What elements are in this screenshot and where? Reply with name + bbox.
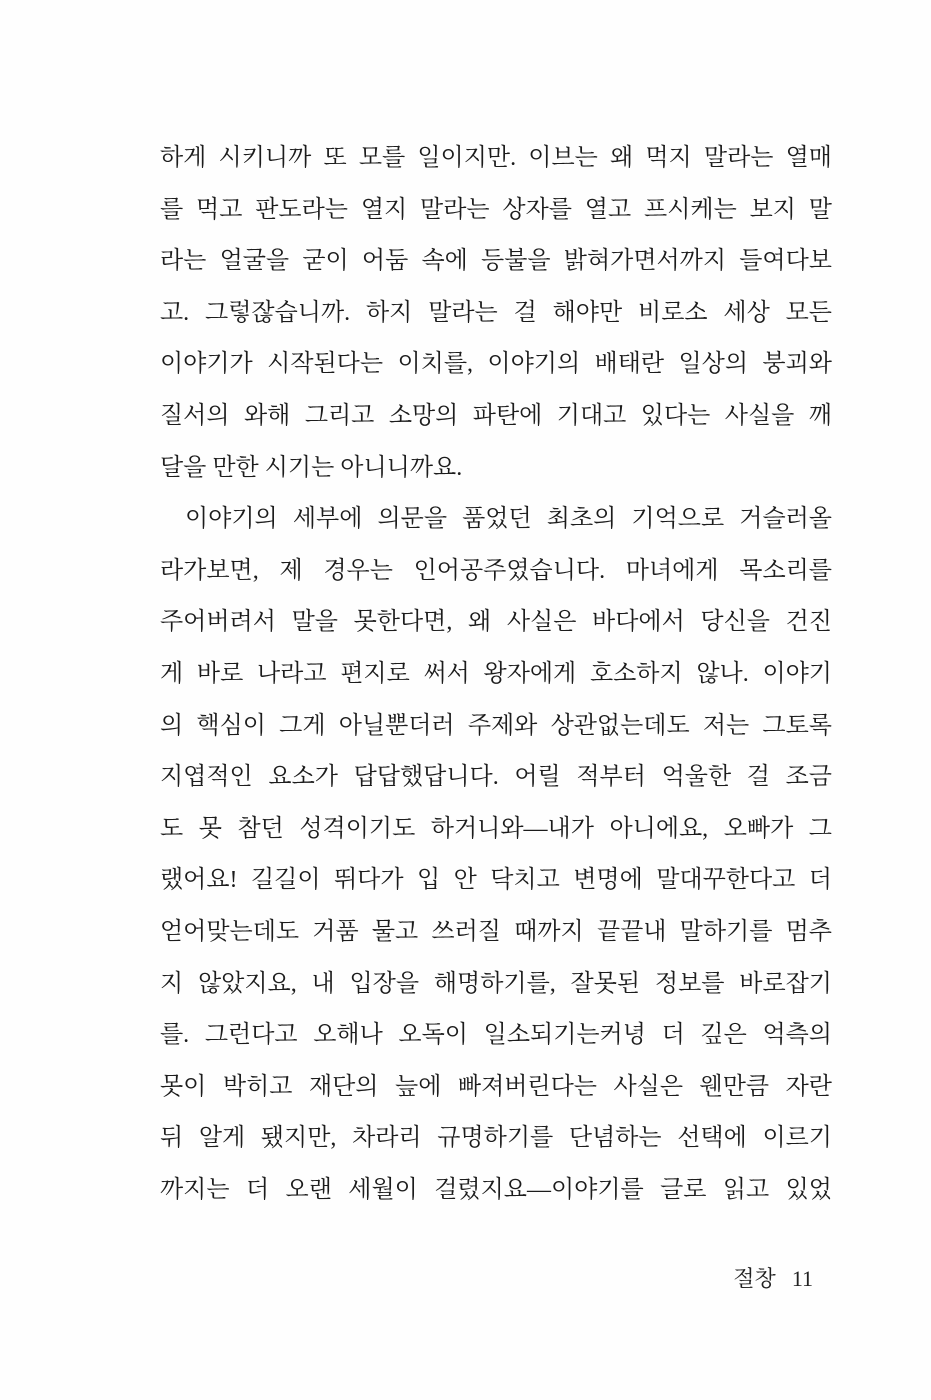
page-number: 11 bbox=[791, 1266, 813, 1291]
text-line: 얻어맞는데도 거품 물고 쓰러질 때까지 끝끝내 말하기를 멈추 bbox=[160, 918, 832, 945]
text-line: 달을 만한 시기는 아니니까요. bbox=[160, 454, 463, 481]
text-line: 게 바로 나라고 편지로 써서 왕자에게 호소하지 않나. 이야기 bbox=[160, 660, 832, 687]
text-line: 라가보면, 제 경우는 인어공주였습니다. 마녀에게 목소리를 bbox=[160, 557, 832, 584]
text-line: 의 핵심이 그게 아닐뿐더러 주제와 상관없는데도 저는 그토록 bbox=[160, 712, 832, 739]
text-line: 지엽적인 요소가 답답했답니다. 어릴 적부터 억울한 걸 조금 bbox=[160, 764, 832, 791]
text-line: 이야기가 시작된다는 이치를, 이야기의 배태란 일상의 붕괴와 bbox=[160, 351, 832, 378]
body-text bbox=[160, 133, 832, 1216]
text-line: 질서의 와해 그리고 소망의 파탄에 기대고 있다는 사실을 깨 bbox=[160, 402, 832, 429]
text-line: 지 않았지요, 내 입장을 해명하기를, 잘못된 정보를 바로잡기 bbox=[160, 970, 832, 997]
text-line: 를. 그런다고 오해나 오독이 일소되기는커녕 더 깊은 억측의 bbox=[160, 1022, 832, 1049]
book-title: 절창 bbox=[733, 1266, 776, 1291]
text-line: 도 못 참던 성격이기도 하거니와―내가 아니에요, 오빠가 그 bbox=[160, 815, 832, 842]
text-line: 뒤 알게 됐지만, 차라리 규명하기를 단념하는 선택에 이르기 bbox=[160, 1125, 832, 1152]
text-line: 랬어요! 길길이 뛰다가 입 안 닥치고 변명에 말대꾸한다고 더 bbox=[160, 867, 832, 894]
text-line: 라는 얼굴을 굳이 어둠 속에 등불을 밝혀가면서까지 들여다보 bbox=[160, 248, 832, 275]
page-footer bbox=[160, 1262, 813, 1296]
text-line: 를 먹고 판도라는 열지 말라는 상자를 열고 프시케는 보지 말 bbox=[160, 196, 832, 223]
text-line: 못이 박히고 재단의 늪에 빠져버린다는 사실은 웬만큼 자란 bbox=[160, 1073, 832, 1100]
text-line: 까지는 더 오랜 세월이 걸렸지요―이야기를 글로 읽고 있었 bbox=[160, 1176, 832, 1203]
text-line: 하게 시키니까 또 모를 일이지만. 이브는 왜 먹지 말라는 열매 bbox=[160, 145, 832, 171]
text-line: 주어버려서 말을 못한다면, 왜 사실은 바다에서 당신을 건진 bbox=[160, 609, 832, 636]
text-line: 고. 그렇잖습니까. 하지 말라는 걸 해야만 비로소 세상 모든 bbox=[160, 299, 832, 326]
text-line: 이야기의 세부에 의문을 품었던 최초의 기억으로 거슬러올 bbox=[185, 506, 832, 533]
